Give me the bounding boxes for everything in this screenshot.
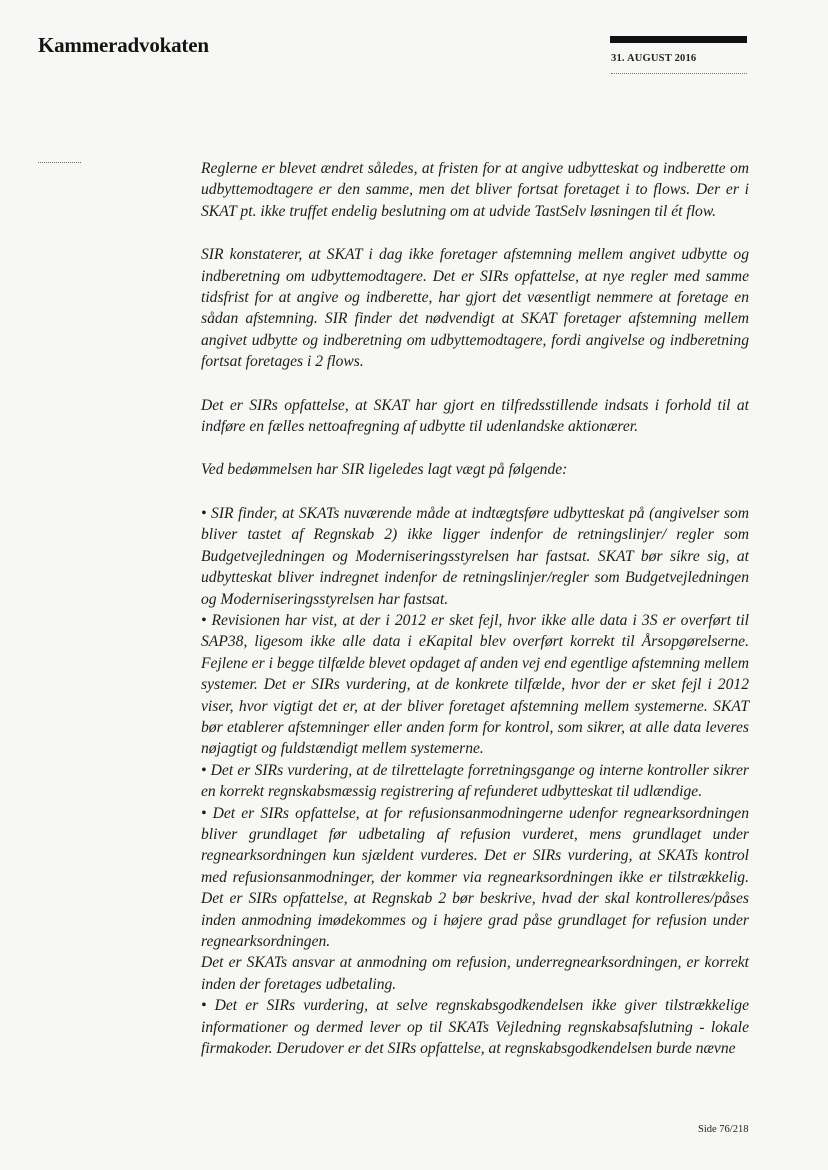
bullet-item: • SIR finder, at SKATs nuværende måde at indtægtsføre udbytteskat på (angivelser som bliver tastet af Regnskab 2) ikke ligger indenfor de retningslinjer/ regler som Budgetvejledningen og Moderniseringsstyrelsen har fastsat. SKAT bør sikre sig, at udbytteskat bliver indregnet indenfor de retningslinjer/regler som Budgetvejledningen og Moderniseringsstyrelsen har fastsat. (201, 504, 749, 608)
brand-title: Kammeradvokaten (38, 33, 209, 57)
date-divider (611, 73, 747, 74)
paragraph: SIR konstaterer, at SKAT i dag ikke foretager afstemning mellem angivet udbytte og indberetning om udbyttemodtagere. Det er SIRs opfattelse, at nye regler med samme tidsfrist for at angive og indberette, har gjort det væsentligt nemmere at foretage en sådan afstemning. SIR finder det nødvendigt at SKAT foretager afstemning mellem angivet udbytte og indberetning om udbyttemodtagere, fordi angivelse og indberetning fortsat foretages i 2 flows. (201, 246, 749, 371)
bullet-item: • Revisionen har vist, at der i 2012 er sket fejl, hvor ikke alle data i 3S er overført til SAP38, ligesom ikke alle data i eKapital blev overført korrekt til Årsopgørelserne. Fejlene er i begge tilfælde blevet opdaget af anden vej end egentlige afstemning mellem systemer. Det er SIRs vurdering, at de konkrete tilfælde, hvor der er sket fejl i 2012 viser, hvor vigtigt det er, at der bliver foretaget afstemning mellem systemerne. SKAT bør etablerer afstemninger eller anden form for kontrol, som sikrer, at alle data leveres nøjagtigt og fuldstændigt mellem systemerne. (201, 611, 749, 758)
paragraph: Det er SIRs opfattelse, at SKAT har gjort en tilfredsstillende indsats i forhold til at indføre en fælles nettoafregning af udbytte til udenlandske aktionærer. (201, 396, 749, 436)
bullet-item: • Det er SIRs vurdering, at selve regnskabsgodkendelsen ikke giver tilstrækkelige informationer og dermed lever op til SKATs Vejledning regnskabsafslutning - lokale firmakoder. Derudover er det SIRs opfattelse, at regnskabsgodkendelsen burde nævne (201, 997, 749, 1058)
document-date: 31. AUGUST 2016 (611, 53, 697, 64)
paragraph: Ved bedømmelsen har SIR ligeledes lagt vægt på følgende: (201, 461, 568, 479)
paragraph: Det er SKATs ansvar at anmodning om refusion, underregnearksordningen, er korrekt inden der foretages udbetaling. (201, 954, 749, 993)
bullet-item: • Det er SIRs opfattelse, at for refusionsanmodningerne udenfor regnearksordningen bliver grundlaget før udbetaling af refusion vurderet, mens grundlaget under regnearksordningen kun sjældent vurderes. Det er SIRs vurdering, at SKATs kontrol med refusionsanmodninger, der kommer via regnearksordningen ikke er tilstrækkelig. Det er SIRs opfattelse, at Regnskab 2 bør beskrive, hvad der skal kontrolleres/påses inden anmodning imødekommes og i højere grad påse grundlaget for refusion under regnearksordningen. (201, 804, 749, 950)
bullet-item: • Det er SIRs vurdering, at de tilrettelagte forretningsgange og interne kontroller sikrer en korrekt regnskabsmæssig registrering af refunderet udbytteskat til udlændige. (201, 761, 749, 801)
margin-divider (38, 162, 81, 163)
header-bar (610, 36, 747, 43)
body-text (201, 158, 749, 1059)
page-number: Side 76/218 (698, 1124, 749, 1135)
paragraph: Reglerne er blevet ændret således, at fristen for at angive udbytteskat og indberette om udbyttemodtagere er den samme, men det bliver fortsat foretaget i to flows. Der er i SKAT pt. ikke truffet endelig beslutning om at udvide TastSelv løsningen til ét flow. (201, 160, 749, 220)
